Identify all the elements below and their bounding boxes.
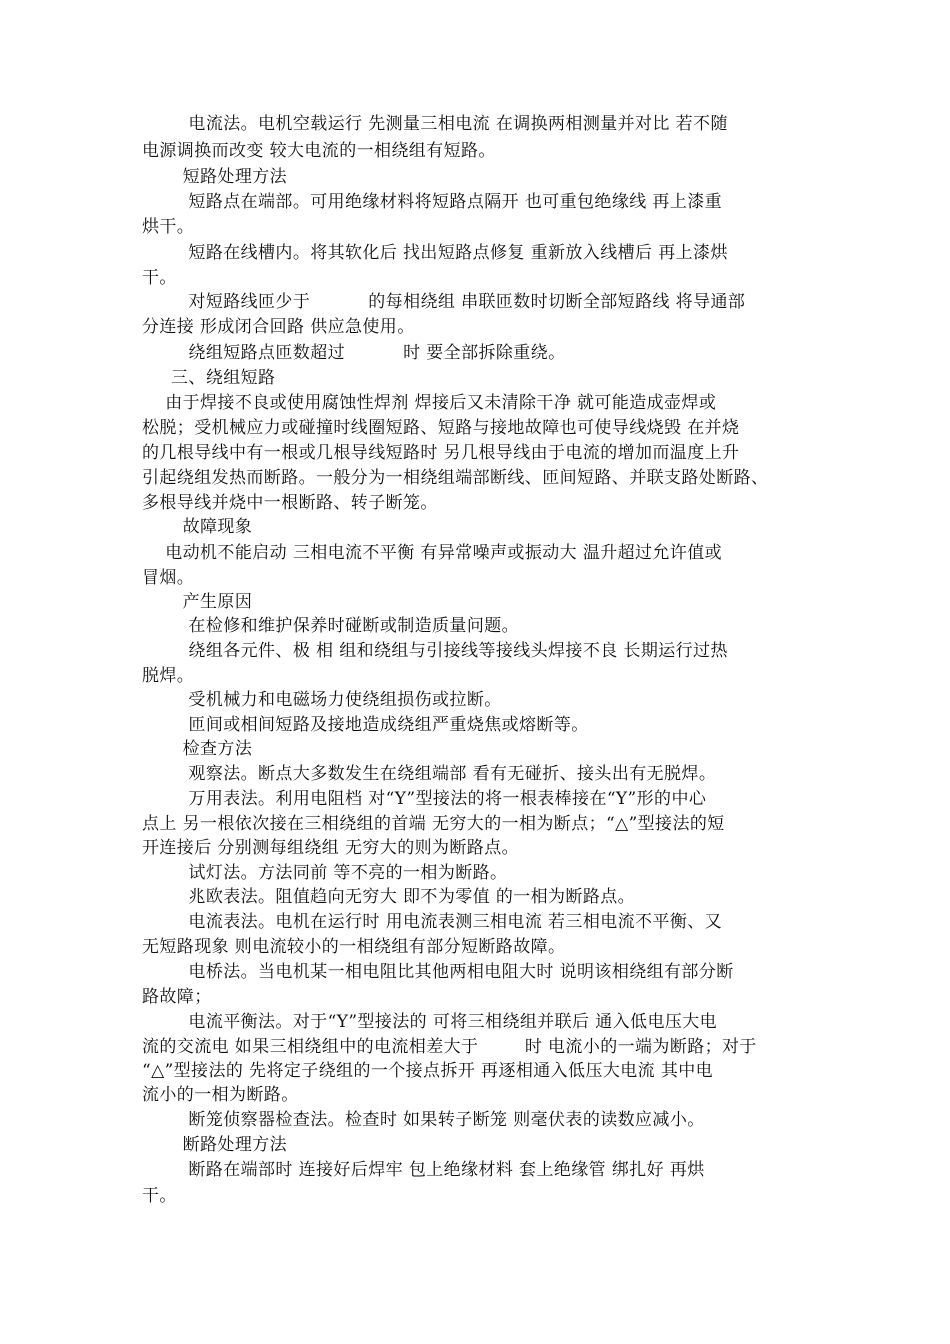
text-line: 干。 — [142, 1186, 177, 1206]
text-line: 烘干。 — [142, 217, 195, 237]
section-heading: 短路处理方法 — [142, 167, 288, 187]
text-line: 干。 — [142, 268, 177, 288]
text-line: 匝间或相间短路及接地造成绕组严重烧焦或熔断等。 — [142, 715, 589, 735]
text-line: 电流平衡法。对于“Y”型接法的 可将三相绕组并联后 通入低电压大电 — [142, 1012, 718, 1032]
text-line: 的几根导线中有一根或几根导线短路时 另几根导线由于电流的增加而温度上升 — [142, 443, 740, 463]
text-line: 电流法。电机空载运行 先测量三相电流 在调换两相测量并对比 若不随 — [142, 114, 728, 134]
text-line: 流的交流电 如果三相绕组中的电流相差大于 时 电流小的一端为断路；对于 — [142, 1037, 757, 1057]
text-line: 脱焊。 — [142, 666, 195, 686]
text-line: 短路点在端部。可用绝缘材料将短路点隔开 也可重包绝缘线 再上漆重 — [142, 192, 723, 212]
text-line: 松脱；受机械应力或碰撞时线圈短路、短路与接地故障也可使导线烧毁 在并烧 — [142, 418, 740, 438]
text-line: 受机械力和电磁场力使绕组损伤或拉断。 — [142, 690, 502, 710]
text-line: 电源调换而改变 较大电流的一相绕组有短路。 — [142, 141, 496, 161]
text-line: 无短路现象 则电流较小的一相绕组有部分短断路故障。 — [142, 937, 566, 957]
text-line: 在检修和维护保养时碰断或制造质量问题。 — [142, 616, 520, 636]
text-line: 断笼侦察器检查法。检查时 如果转子断笼 则毫伏表的读数应减小。 — [142, 1110, 705, 1130]
section-heading: 检查方法 — [142, 739, 253, 759]
text-line: 绕组短路点匝数超过 时 要全部拆除重绕。 — [142, 343, 566, 363]
text-line: 电流表法。电机在运行时 用电流表测三相电流 若三相电流不平衡、又 — [142, 912, 723, 932]
section-heading: 断路处理方法 — [142, 1135, 288, 1155]
text-line: 兆欧表法。阻值趋向无穷大 即不为零值 的一相为断路点。 — [142, 887, 636, 907]
text-line: 短路在线槽内。将其软化后 找出短路点修复 重新放入线槽后 再上漆烘 — [142, 243, 728, 263]
text-line: 路故障； — [142, 987, 212, 1007]
text-line: 对短路线匝少于 的每相绕组 串联匝数时切断全部短路线 将导通部 — [142, 292, 746, 312]
text-line: 万用表法。利用电阻档 对“Y”型接法的将一根表棒接在“Y”形的中心 — [142, 789, 707, 809]
text-line: 电动机不能启动 三相电流不平衡 有异常噪声或振动大 温升超过允许值或 — [142, 543, 723, 563]
text-line: 由于焊接不良或使用腐蚀性焊剂 焊接后又未清除干净 就可能造成壶焊或 — [142, 393, 717, 413]
text-line: “△”型接法的 先将定子绕组的一个接点拆开 再逐相通入低压大电流 其中电 — [142, 1061, 714, 1081]
text-line: 点上 另一根依次接在三相绕组的首端 无穷大的一相为断点；“△”型接法的短 — [142, 814, 725, 834]
section-heading: 三、绕组短路 — [142, 368, 276, 388]
text-line: 冒烟。 — [142, 568, 195, 588]
text-line: 试灯法。方法同前 等不亮的一相为断路。 — [142, 863, 508, 883]
text-line: 多根导线并烧中一根断路、转子断笼。 — [142, 493, 438, 513]
text-line: 断路在端部时 连接好后焊牢 包上绝缘材料 套上绝缘管 绑扎好 再烘 — [142, 1160, 705, 1180]
text-line: 观察法。断点大多数发生在绕组端部 看有无碰折、接头出有无脱焊。 — [142, 764, 717, 784]
section-heading: 故障现象 — [142, 517, 253, 537]
text-line: 绕组各元件、极 相 组和绕组与引接线等接线头焊接不良 长期运行过热 — [142, 641, 728, 661]
text-line: 电桥法。当电机某一相电阻比其他两相电阻大时 说明该相绕组有部分断 — [142, 962, 734, 982]
section-heading: 产生原因 — [142, 592, 253, 612]
text-line: 引起绕组发热而断路。一般分为一相绕组端部断线、匝间短路、并联支路处断路、 — [142, 468, 769, 488]
text-line: 流小的一相为断路。 — [142, 1085, 299, 1105]
text-line: 分连接 形成闭合回路 供应急使用。 — [142, 317, 415, 337]
text-line: 开连接后 分别测每组绕组 无穷大的则为断路点。 — [142, 838, 520, 858]
